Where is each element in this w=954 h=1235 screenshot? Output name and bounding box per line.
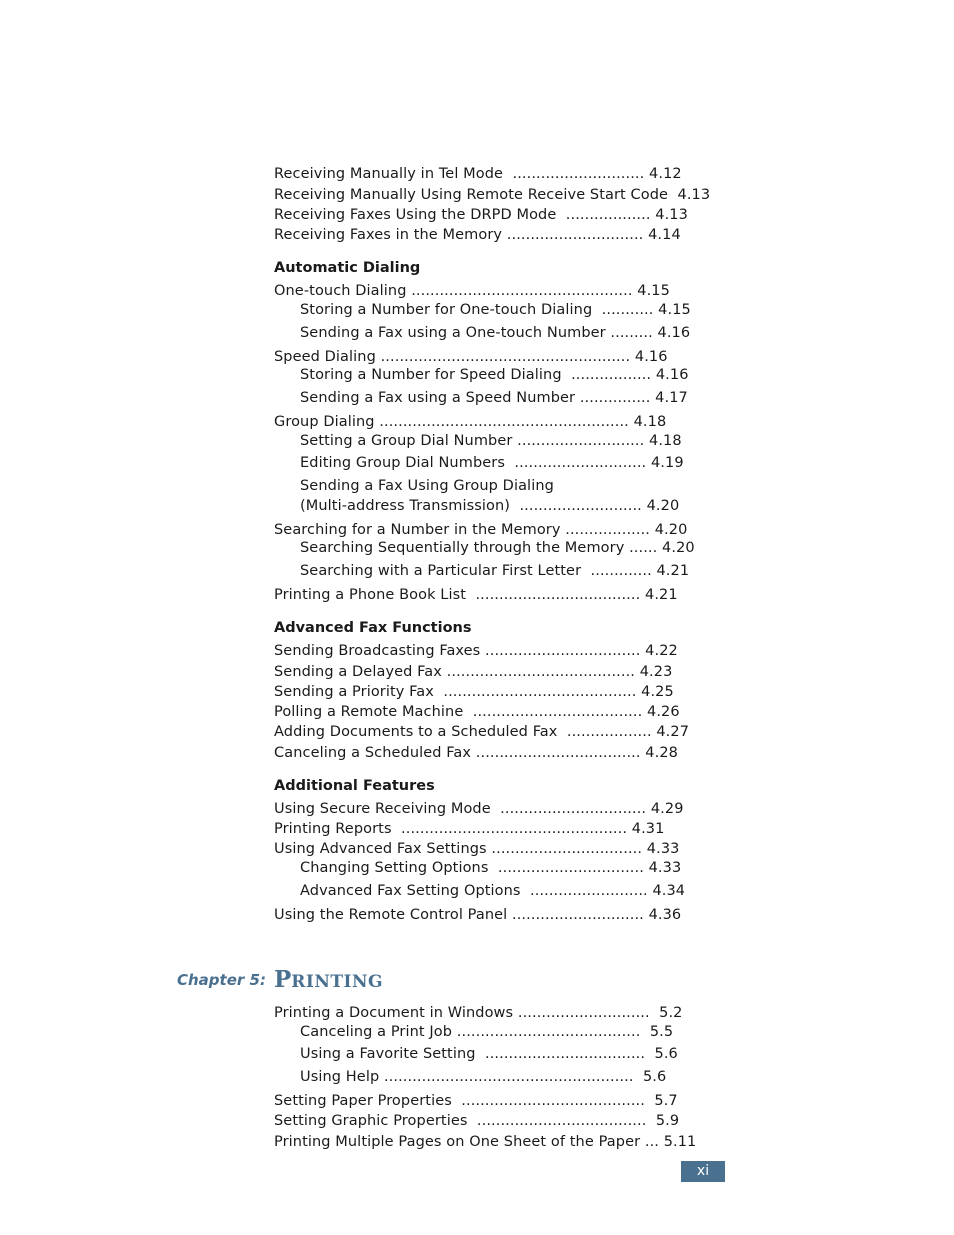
toc-subentry[interactable]: Sending a Fax using a One-touch Number ......... 4.16 [300,325,691,341]
toc-subentry[interactable]: Storing a Number for Speed Dialing ................. 4.16 [300,367,689,383]
toc-subentry[interactable]: Searching with a Particular First Letter ............. 4.21 [300,563,690,579]
toc-entry[interactable]: Printing a Phone Book List ................................... 4.21 [274,587,678,603]
toc-entry[interactable]: Printing Multiple Pages on One Sheet of the Paper ... 5.11 [274,1134,697,1150]
toc-entry[interactable]: Sending a Priority Fax ......................................... 4.25 [274,684,674,700]
toc-entry[interactable]: Speed Dialing ..................................................... 4.16 [274,349,668,365]
toc-subentry[interactable]: Using a Favorite Setting .................................. 5.6 [300,1046,678,1062]
chapter-title [273,966,384,993]
toc-entry[interactable]: Receiving Faxes Using the DRPD Mode .................. 4.13 [274,207,688,223]
section-heading-additional-features: Additional Features [274,778,435,794]
toc-subentry[interactable]: Sending a Fax Using Group Dialing [300,478,554,494]
toc-subentry[interactable]: (Multi-address Transmission) .......................... 4.20 [300,498,680,514]
toc-entry[interactable]: Sending a Delayed Fax ........................................ 4.23 [274,664,673,680]
toc-entry[interactable]: Searching for a Number in the Memory .................. 4.20 [274,522,688,538]
toc-entry[interactable]: Polling a Remote Machine .................................... 4.26 [274,704,680,720]
toc-entry[interactable]: Canceling a Scheduled Fax ................................... 4.28 [274,745,678,761]
toc-entry[interactable]: Setting Graphic Properties .................................... 5.9 [274,1113,680,1129]
toc-entry[interactable]: Printing a Document in Windows ............................ 5.2 [274,1005,683,1021]
toc-subentry[interactable]: Storing a Number for One-touch Dialing ........... 4.15 [300,302,691,318]
toc-subentry[interactable]: Setting a Group Dial Number ........................... 4.18 [300,433,682,449]
toc-subentry[interactable]: Changing Setting Options ............................... 4.33 [300,860,682,876]
toc-subentry[interactable]: Sending a Fax using a Speed Number ............... 4.17 [300,390,688,406]
toc-entry[interactable]: Using Advanced Fax Settings ................................ 4.33 [274,841,680,857]
toc-entry[interactable]: Printing Reports ................................................ 4.31 [274,821,665,837]
chapter-heading [177,966,383,993]
toc-entry[interactable]: Group Dialing ..................................................... 4.18 [274,414,667,430]
page-number-badge: xi [681,1161,725,1182]
toc-entry[interactable]: Using the Remote Control Panel ............................ 4.36 [274,907,682,923]
toc-subentry[interactable]: Advanced Fax Setting Options ......................... 4.34 [300,883,686,899]
toc-subentry[interactable]: Using Help ..................................................... 5.6 [300,1069,667,1085]
toc-subentry[interactable]: Editing Group Dial Numbers ............................ 4.19 [300,455,684,471]
chapter-title-rest: RINTING [291,972,384,992]
toc-entry[interactable]: Receiving Manually in Tel Mode ............................ 4.12 [274,166,682,182]
section-heading-automatic-dialing: Automatic Dialing [274,260,421,276]
toc-entry[interactable]: Receiving Manually Using Remote Receive Start Code 4.13 [274,187,711,203]
toc-entry[interactable]: Sending Broadcasting Faxes ................................. 4.22 [274,643,678,659]
toc-entry[interactable]: Adding Documents to a Scheduled Fax .................. 4.27 [274,724,690,740]
toc-subentry[interactable]: Searching Sequentially through the Memory ...... 4.20 [300,540,695,556]
section-heading-advanced-fax: Advanced Fax Functions [274,620,472,636]
toc-entry[interactable]: Setting Paper Properties ....................................... 5.7 [274,1093,678,1109]
toc-entry[interactable]: Using Secure Receiving Mode ............................... 4.29 [274,801,684,817]
toc-subentry[interactable]: Canceling a Print Job ....................................... 5.5 [300,1024,674,1040]
toc-entry[interactable]: Receiving Faxes in the Memory ............................. 4.14 [274,227,681,243]
chapter-label: Chapter 5: [177,971,266,989]
chapter-title-initial: P [273,966,292,993]
toc-entry[interactable]: One-touch Dialing ............................................... 4.15 [274,283,670,299]
